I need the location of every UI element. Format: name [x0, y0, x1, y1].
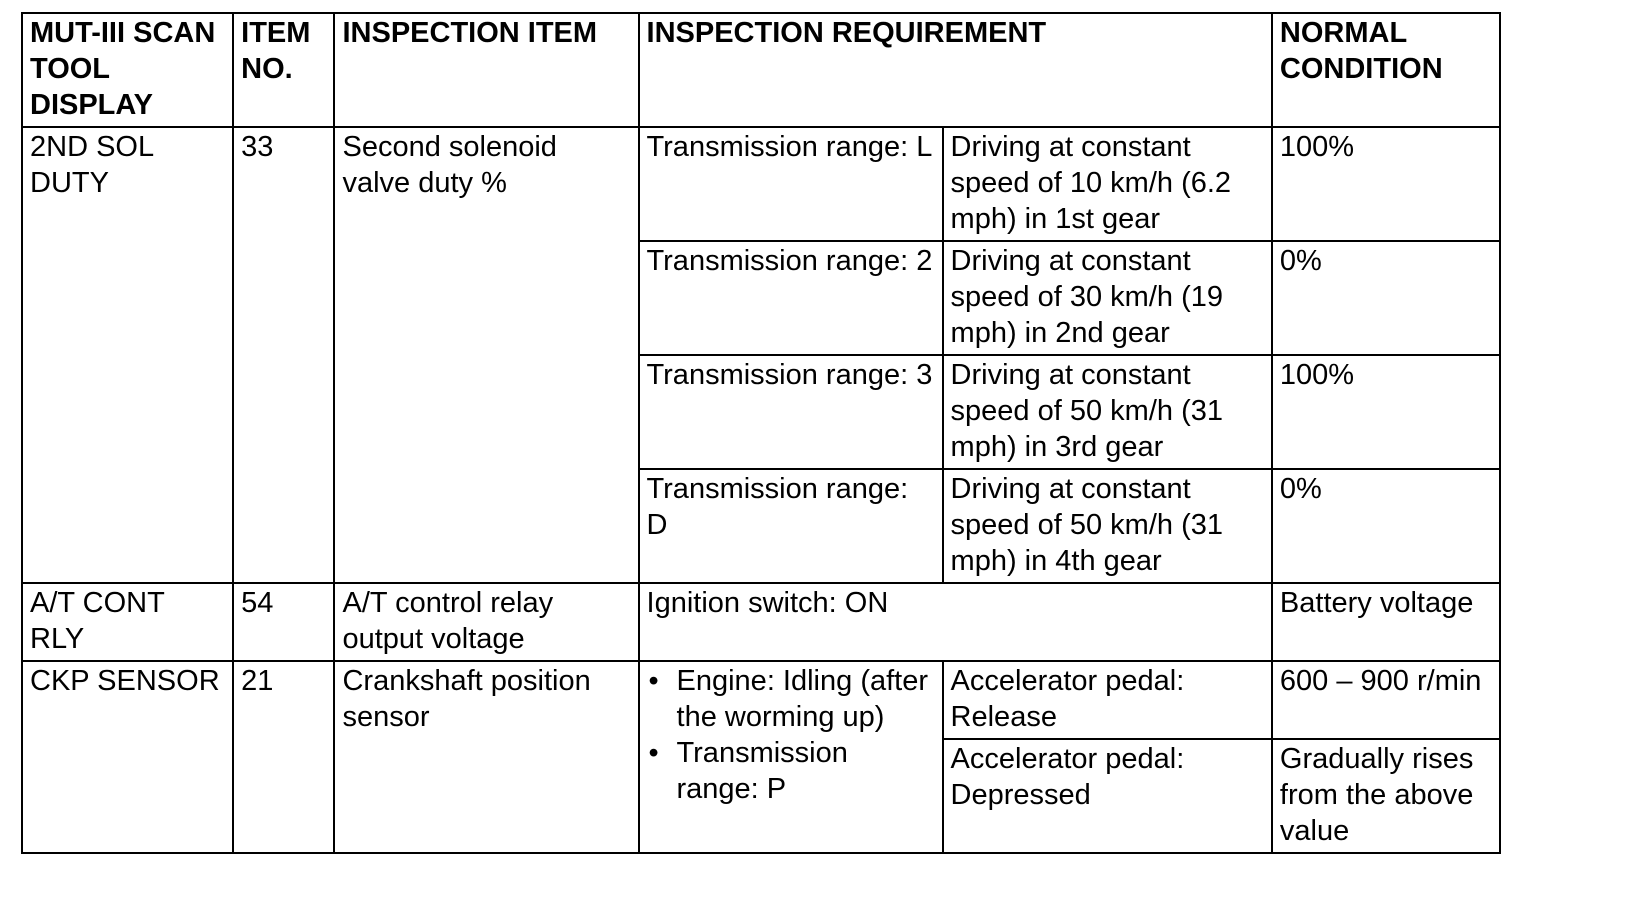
cell-normal: 100%	[1272, 127, 1500, 241]
cell-requirement-bullets	[639, 661, 943, 853]
header-inspection-item: INSPECTION ITEM	[334, 13, 638, 127]
cell-normal: 0%	[1272, 469, 1500, 583]
header-display: MUT-III SCAN TOOL DISPLAY	[22, 13, 233, 127]
cell-inspection-item: A/T control relay output voltage	[334, 583, 638, 661]
cell-requirement: Ignition switch: ON	[639, 583, 1272, 661]
cell-detail: Accelerator pedal: Depressed	[943, 739, 1272, 853]
cell-normal: Battery voltage	[1272, 583, 1500, 661]
cell-inspection-item: Crankshaft position sensor	[334, 661, 638, 853]
inspection-table	[21, 12, 1501, 854]
header-normal-condition: NORMAL CONDITION	[1272, 13, 1500, 127]
bullet-item: • Transmission range: P	[677, 735, 935, 807]
cell-detail: Driving at constant speed of 50 km/h (31 mph) in 4th gear	[943, 469, 1272, 583]
cell-detail: Driving at constant speed of 30 km/h (19 mph) in 2nd gear	[943, 241, 1272, 355]
header-item-no: ITEM NO.	[233, 13, 334, 127]
cell-normal: Gradually rises from the above value	[1272, 739, 1500, 853]
cell-range: Transmission range: D	[639, 469, 943, 583]
cell-display: CKP SENSOR	[22, 661, 233, 853]
cell-normal: 0%	[1272, 241, 1500, 355]
cell-detail: Driving at constant speed of 10 km/h (6.2 mph) in 1st gear	[943, 127, 1272, 241]
cell-range: Transmission range: L	[639, 127, 943, 241]
bullet-list	[647, 663, 935, 807]
cell-display: 2ND SOL DUTY	[22, 127, 233, 583]
cell-inspection-item: Second solenoid valve duty %	[334, 127, 638, 583]
table-row	[22, 583, 1500, 661]
header-requirement: INSPECTION REQUIREMENT	[639, 13, 1272, 127]
table-row	[22, 661, 1500, 739]
cell-item-no: 33	[233, 127, 334, 583]
cell-item-no: 21	[233, 661, 334, 853]
bullet-item: • Engine: Idling (after the worming up)	[677, 663, 935, 735]
cell-range: Transmission range: 3	[639, 355, 943, 469]
cell-normal: 100%	[1272, 355, 1500, 469]
cell-item-no: 54	[233, 583, 334, 661]
table-row	[22, 127, 1500, 241]
table-header-row	[22, 13, 1500, 127]
cell-normal: 600 – 900 r/min	[1272, 661, 1500, 739]
cell-detail: Driving at constant speed of 50 km/h (31 mph) in 3rd gear	[943, 355, 1272, 469]
cell-detail: Accelerator pedal: Release	[943, 661, 1272, 739]
cell-range: Transmission range: 2	[639, 241, 943, 355]
cell-display: A/T CONT RLY	[22, 583, 233, 661]
